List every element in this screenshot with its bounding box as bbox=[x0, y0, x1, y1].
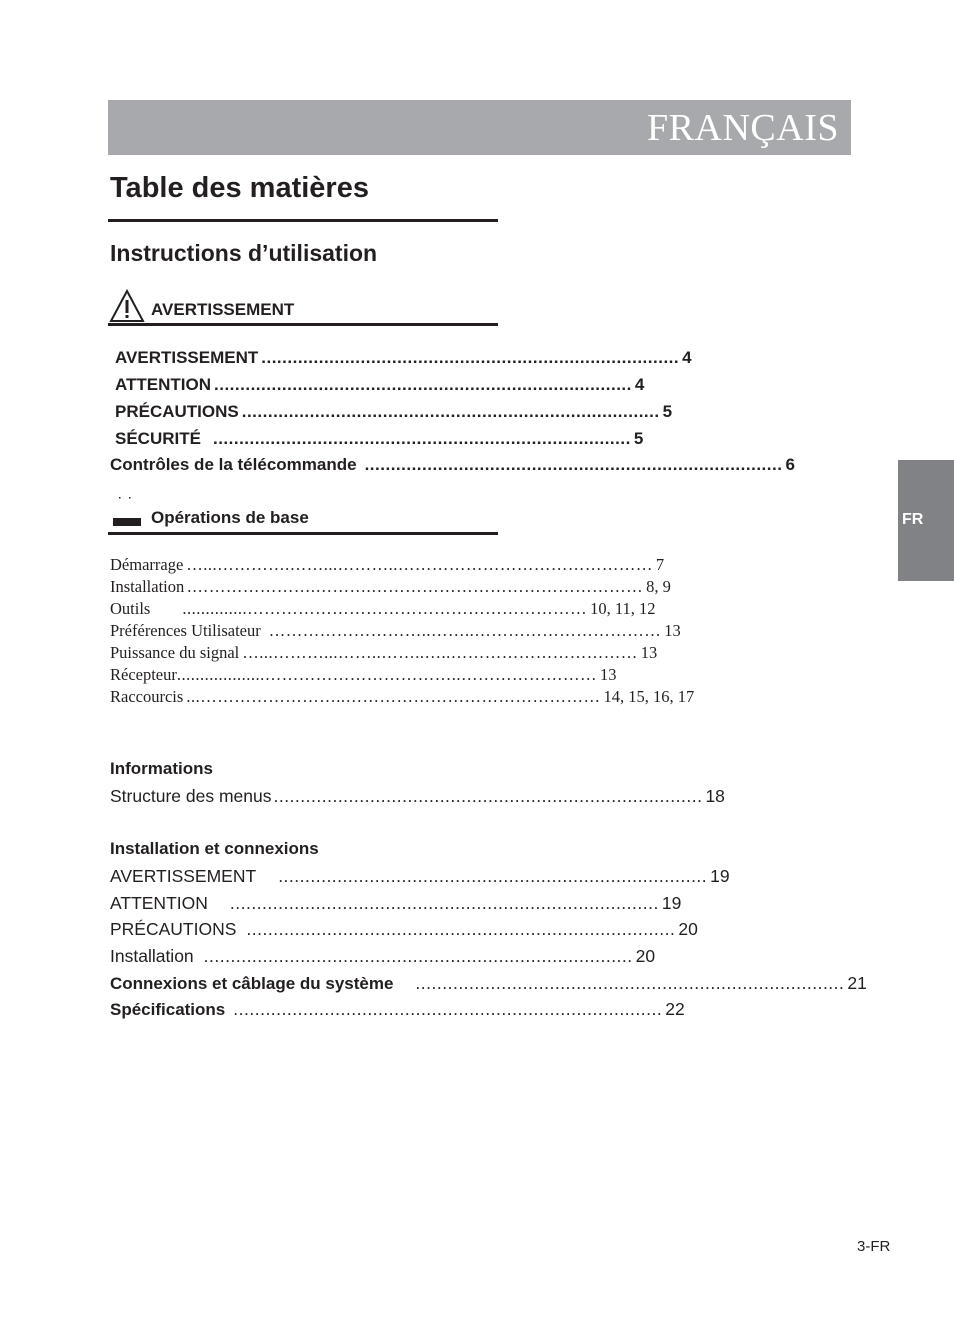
toc-entry[interactable] bbox=[110, 577, 671, 597]
toc-entry[interactable] bbox=[110, 665, 617, 685]
toc-entry-label: Récepteur bbox=[110, 665, 177, 684]
leader-dots: ................................................................................ bbox=[273, 786, 703, 806]
toc-entry-label: SÉCURITÉ bbox=[115, 429, 201, 448]
toc-entry-label: Spécifications bbox=[110, 1000, 226, 1019]
toc-entry[interactable] bbox=[115, 402, 673, 422]
toc-entry-label: AVERTISSEMENT bbox=[110, 866, 257, 886]
toc-entry-label: Outils bbox=[110, 599, 151, 618]
leader-dots: …...………….……...………..……………………………………… bbox=[186, 555, 653, 574]
toc-entry-label: ATTENTION bbox=[115, 375, 212, 394]
leader-dots: ................................................................................ bbox=[415, 973, 845, 993]
informations-section-heading: Informations bbox=[110, 759, 213, 778]
toc-entry-page: 13 bbox=[664, 621, 681, 640]
leader-dots: ................................................................................ bbox=[364, 455, 783, 474]
toc-entry-page: 4 bbox=[634, 375, 645, 394]
install-section-heading: Installation et connexions bbox=[110, 839, 319, 858]
toc-entry[interactable] bbox=[110, 687, 695, 707]
toc-entry-page: 7 bbox=[655, 555, 665, 574]
page-number: 3-FR bbox=[857, 1238, 891, 1255]
toc-entry-label: Préférences Utilisateur bbox=[110, 621, 261, 640]
leader-dots: ................................................................................ bbox=[246, 919, 676, 939]
remote-control-icon bbox=[113, 497, 141, 527]
toc-entry-page: 8, 9 bbox=[646, 577, 671, 596]
leader-dots: ...……………………..……………………………………… bbox=[186, 687, 601, 706]
toc-entry-label: Connexions et câblage du système bbox=[110, 974, 394, 993]
warning-divider bbox=[108, 323, 498, 326]
leader-dots: ………………………..……..…………………………… bbox=[268, 621, 662, 640]
toc-entry-label: Puissance du signal bbox=[110, 643, 240, 662]
leader-dots: ................................................................................ bbox=[278, 866, 708, 886]
toc-entry-page: 19 bbox=[710, 866, 730, 886]
operations-section-heading: Opérations de base bbox=[151, 508, 309, 527]
toc-entry-page: 19 bbox=[661, 893, 682, 913]
toc-entry-label: ATTENTION bbox=[110, 893, 208, 913]
leader-dots: ................................................................................ bbox=[261, 348, 680, 367]
toc-entry[interactable] bbox=[110, 919, 698, 940]
leader-dots: ................................................................................ bbox=[241, 402, 660, 421]
toc-entry-label: Raccourcis bbox=[110, 687, 184, 706]
toc-entry-page: 14, 15, 16, 17 bbox=[603, 687, 695, 706]
toc-entry-page: 5 bbox=[662, 402, 673, 421]
warning-triangle-icon bbox=[109, 289, 145, 323]
title-divider bbox=[108, 219, 498, 222]
language-side-tab bbox=[898, 460, 954, 581]
toc-entry[interactable] bbox=[110, 786, 725, 807]
toc-entry-page: 21 bbox=[847, 973, 867, 993]
toc-entry-page: 13 bbox=[600, 665, 617, 684]
toc-entry[interactable] bbox=[110, 643, 658, 663]
language-banner bbox=[108, 100, 851, 155]
toc-entry-label: Installation bbox=[110, 577, 185, 596]
leader-dots: ................................................................................ bbox=[203, 946, 633, 966]
leader-dots: ................................................................................ bbox=[212, 429, 631, 448]
toc-entry-page: 4 bbox=[682, 348, 692, 367]
toc-entry[interactable] bbox=[110, 555, 665, 575]
leader-dots: ...................……………………………..…………………… bbox=[176, 665, 598, 684]
toc-entry-label: Installation bbox=[110, 946, 194, 966]
leader-dots: .………………….……….………………………………………… bbox=[187, 577, 644, 596]
leader-dots: ..............…………………………………………………… bbox=[182, 599, 588, 618]
toc-entry[interactable] bbox=[115, 375, 645, 395]
leader-dots: ................................................................................ bbox=[229, 893, 659, 913]
leader-dots: ................................................................................ bbox=[214, 375, 632, 394]
toc-entry[interactable] bbox=[110, 973, 867, 994]
toc-entry-page: 5 bbox=[633, 429, 644, 448]
toc-entry-page: 22 bbox=[665, 999, 685, 1019]
banner-title: FRANÇAIS bbox=[647, 107, 839, 149]
toc-entry-page: 6 bbox=[785, 455, 795, 474]
toc-entry[interactable] bbox=[110, 621, 681, 641]
section-subtitle: Instructions d’utilisation bbox=[110, 240, 378, 266]
toc-entry-page: 20 bbox=[678, 919, 698, 939]
leader-dots: ................................................................................ bbox=[233, 999, 663, 1019]
toc-entry-page: 13 bbox=[640, 643, 658, 662]
toc-entry[interactable] bbox=[110, 599, 656, 619]
language-tab-label: FR bbox=[902, 511, 924, 528]
toc-entry-page: 10, 11, 12 bbox=[590, 599, 656, 618]
toc-entry[interactable] bbox=[110, 946, 656, 967]
toc-entry[interactable] bbox=[110, 999, 685, 1020]
toc-entry[interactable] bbox=[115, 348, 692, 368]
toc-entry[interactable] bbox=[110, 866, 730, 887]
toc-entry[interactable] bbox=[115, 429, 644, 449]
toc-entry-label: Contrôles de la télécommande bbox=[110, 455, 357, 474]
page-title: Table des matières bbox=[110, 172, 369, 204]
toc-entry-page: 20 bbox=[635, 946, 656, 966]
toc-entry[interactable] bbox=[110, 455, 795, 475]
toc-entry-label: PRÉCAUTIONS bbox=[110, 919, 237, 939]
toc-entry-label: AVERTISSEMENT bbox=[115, 348, 259, 367]
warning-section-heading: AVERTISSEMENT bbox=[151, 300, 295, 319]
toc-entry-label: Structure des menus bbox=[110, 786, 272, 806]
operations-divider bbox=[108, 532, 498, 535]
leader-dots: …...………...……..……..…..…………………………… bbox=[242, 643, 638, 662]
toc-entry-label: PRÉCAUTIONS bbox=[115, 402, 239, 421]
toc-entry-label: Démarrage bbox=[110, 555, 184, 574]
toc-entry-page: 18 bbox=[705, 786, 725, 806]
toc-entry[interactable] bbox=[110, 893, 682, 914]
